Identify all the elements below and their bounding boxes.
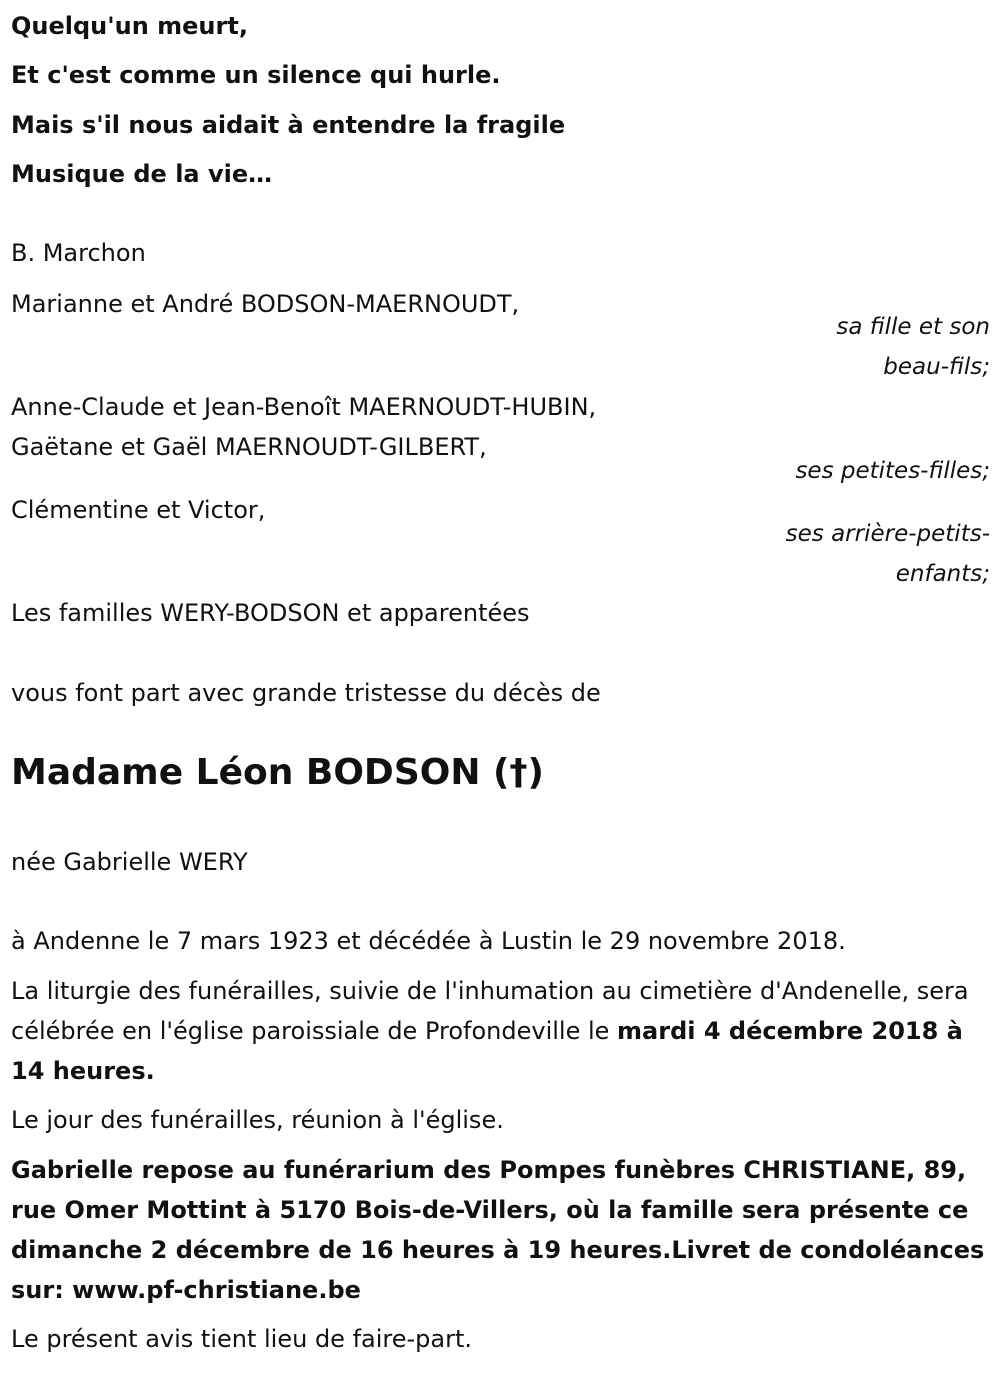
great-grandchildren-relation-line-2: enfants; xyxy=(895,561,990,587)
funerarium-info: Gabrielle repose au funérarium des Pompes funèbres CHRISTIANE, 89, rue Omer Mottint à 5170 Bois-de-Villers, où la famille sera présente ce dimanche 2 décembre de 16 heures à 19 heures.Livret de condoléances sur: www.pf-christiane.be xyxy=(11,1156,985,1304)
poem-line-2: Et c'est comme un silence qui hurle. xyxy=(11,61,501,89)
other-families: Les familles WERY-BODSON et apparentées xyxy=(11,599,530,627)
daughter-relation-line-2: beau-fils; xyxy=(883,354,990,380)
daughter-names: Marianne et André BODSON-MAERNOUDT, xyxy=(11,290,520,318)
granddaughters-relation: ses petites-filles; xyxy=(795,458,990,484)
great-grandchildren-names: Clémentine et Victor, xyxy=(11,496,266,524)
maiden-name: née Gabrielle WERY xyxy=(11,848,248,876)
granddaughter-couple-2: Gaëtane et Gaël MAERNOUDT-GILBERT, xyxy=(11,433,487,461)
announcement-text: vous font part avec grande tristesse du décès de xyxy=(11,679,601,707)
liturgy-text: La liturgie des funérailles, suivie de l'inhumation au cimetière d'Andenelle, sera célébrée en l'église paroissiale de Profondeville le xyxy=(11,977,969,1045)
funeral-liturgy-paragraph xyxy=(11,971,991,1091)
poem-line-4: Musique de la vie… xyxy=(11,160,273,188)
closing-note: Le présent avis tient lieu de faire-part. xyxy=(11,1325,473,1353)
birth-death-dates: à Andenne le 7 mars 1923 et décédée à Lustin le 29 novembre 2018. xyxy=(11,927,846,955)
great-grandchildren-relation-line-1: ses arrière-petits- xyxy=(785,521,990,547)
liturgy-datetime: mardi 4 décembre 2018 à 14 heures. xyxy=(11,1017,963,1085)
poem-author: B. Marchon xyxy=(11,239,146,267)
poem-line-1: Quelqu'un meurt, xyxy=(11,12,248,40)
granddaughter-couple-1: Anne-Claude et Jean-Benoît MAERNOUDT-HUBIN, xyxy=(11,393,597,421)
meeting-info: Le jour des funérailles, réunion à l'église. xyxy=(11,1106,504,1134)
poem-line-3: Mais s'il nous aidait à entendre la fragile xyxy=(11,111,566,139)
deceased-name: Madame Léon BODSON (†) xyxy=(11,752,544,793)
daughter-relation-line-1: sa fille et son xyxy=(836,314,990,340)
